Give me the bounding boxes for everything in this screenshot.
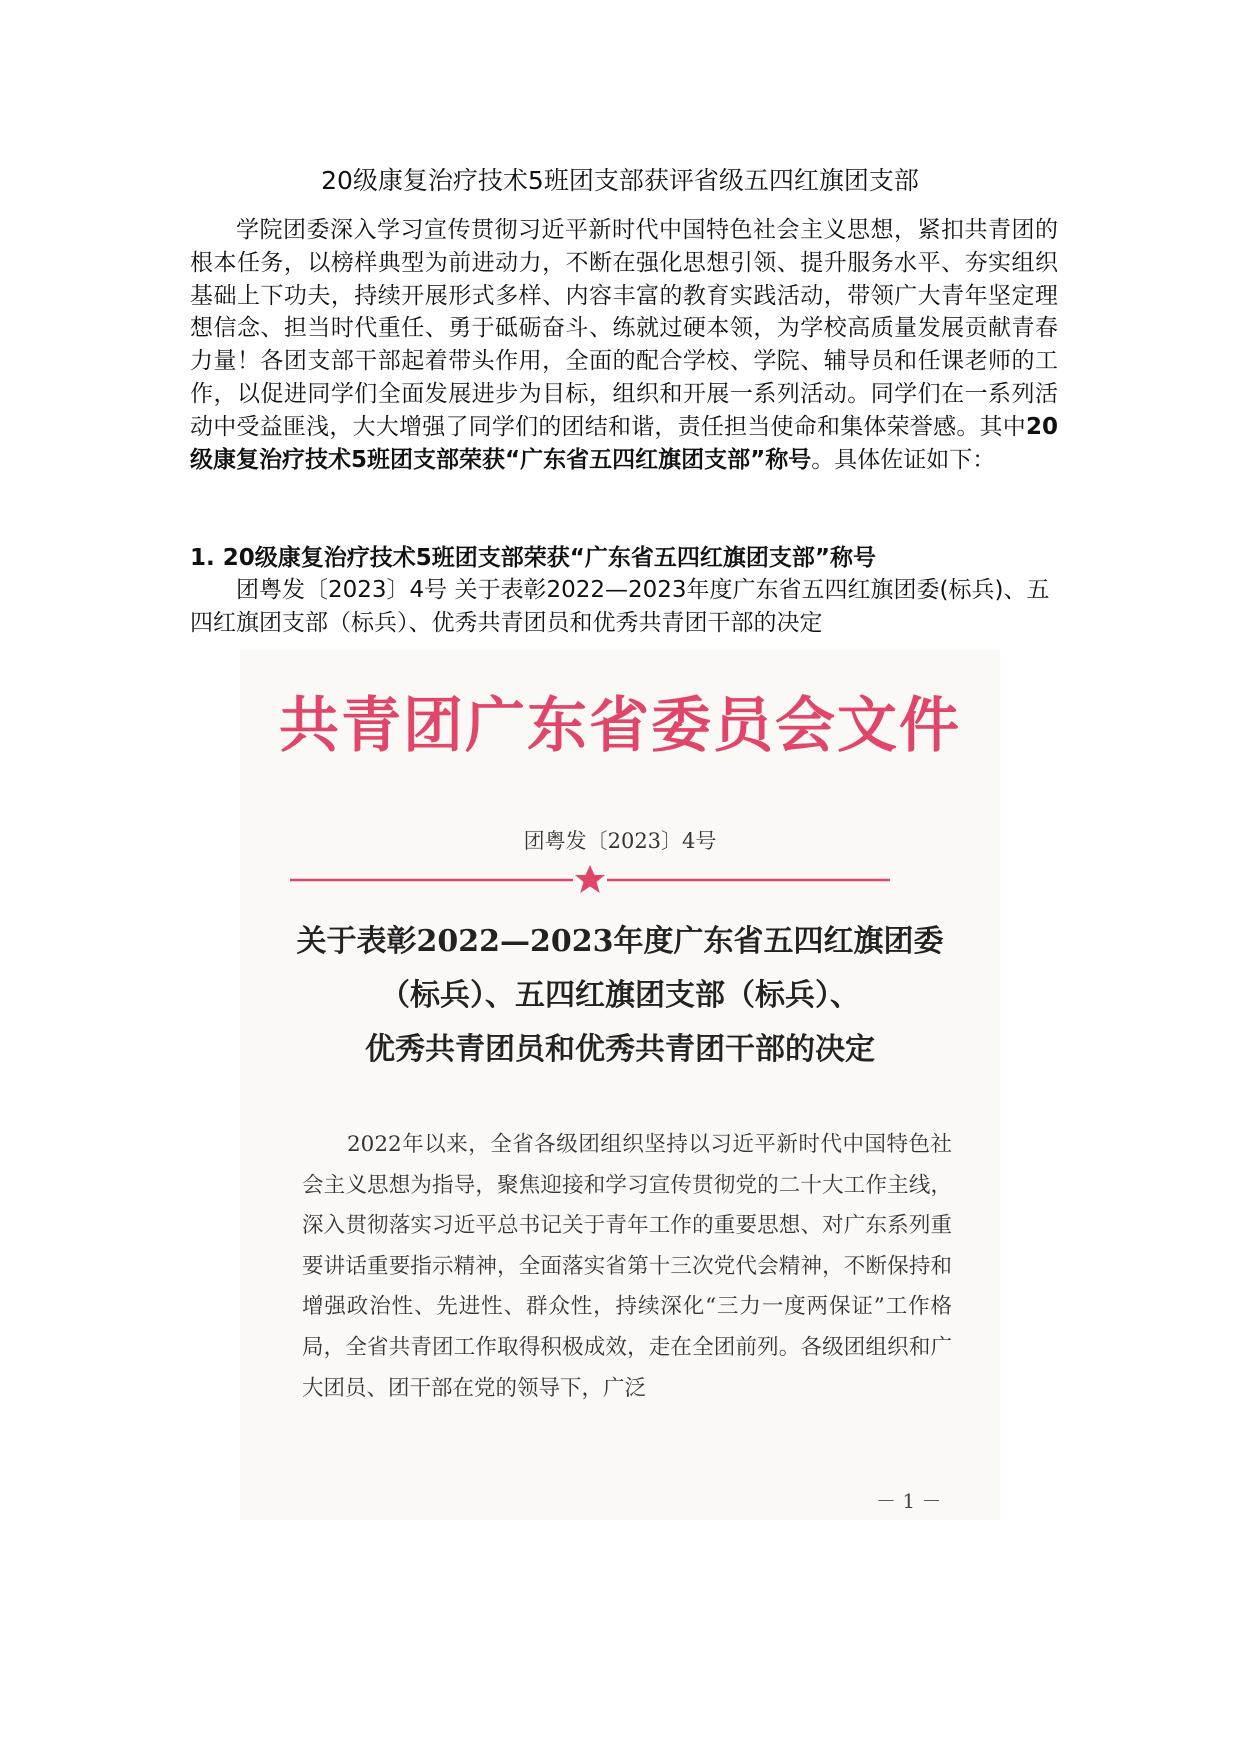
star-icon bbox=[575, 865, 605, 893]
decision-title bbox=[240, 915, 1000, 1077]
intro-text: 学院团委深入学习宣传贯彻习近平新时代中国特色社会主义思想，紧扣共青团的根本任务，以榜样典型为前进动力，不断在强化思想引领、提升服务水平、夯实组织基础上下功夫，持续开展形式多样、内容丰富的教育实践活动，带领广大青年坚定理想信念、担当时代重任、勇于砥砺奋斗、练就过硬本领，为学校高质量发展贡献青春力量！各团支部干部起着带头作用，全面的配合学校、学院、辅导员和任课老师的工作，以促进同学们全面发展进步为目标，组织和开展一系列活动。同学们在一系列活动中受益匪浅，大大增强了同学们的团结和谐，责任担当使命和集体荣誉感。其中 bbox=[190, 217, 1058, 440]
decision-title-line-1: 关于表彰2022—2023年度广东省五四红旗团委 bbox=[296, 924, 944, 959]
page-title: 20级康复治疗技术5班团支部获评省级五四红旗团支部 bbox=[321, 166, 919, 195]
scanned-document-image bbox=[240, 650, 1000, 1520]
section-heading: 1. 20级康复治疗技术5班团支部荣获“广东省五四红旗团支部”称号 bbox=[190, 545, 876, 571]
decision-title-line-2: （标兵）、五四红旗团支部（标兵）、 bbox=[380, 978, 860, 1013]
decision-title-line-3: 优秀共青团员和优秀共青团干部的决定 bbox=[365, 1032, 875, 1067]
org-header: 共青团广东省委员会文件 bbox=[279, 691, 961, 761]
scan-page-number: － 1 － bbox=[876, 1489, 942, 1513]
intro-paragraph bbox=[190, 214, 1058, 476]
intro-tail-text: 。具体佐证如下： bbox=[811, 446, 996, 473]
scan-body-text: 2022年以来，全省各级团组织坚持以习近平新时代中国特色社会主义思想为指导，聚焦迎接和学习宣传贯彻党的二十大工作主线，深入贯彻落实习近平总书记关于青年工作的重要思想、对广东系列重要讲话重要指示精神，全面落实省第十三次党代会精神，不断保持和增强政治性、先进性、群众性，持续深化“三力一度两保证”工作格局，全省共青团工作取得积极成效，走在全团前列。各级团组织和广大团员、团干部在党的领导下，广泛 bbox=[302, 1132, 952, 1401]
red-divider-with-star bbox=[290, 864, 945, 894]
intro-bold-text: 20级康复治疗技术5班团支部荣获“广东省五四红旗团支部”称号 bbox=[190, 413, 1058, 473]
doc-number: 团粤发〔2023〕4号 bbox=[523, 829, 717, 853]
evidence-description: 团粤发〔2023〕4号 关于表彰2022—2023年度广东省五四红旗团委(标兵)、五四红旗团支部（标兵）、优秀共青团员和优秀共青团干部的决定 bbox=[190, 577, 1050, 636]
